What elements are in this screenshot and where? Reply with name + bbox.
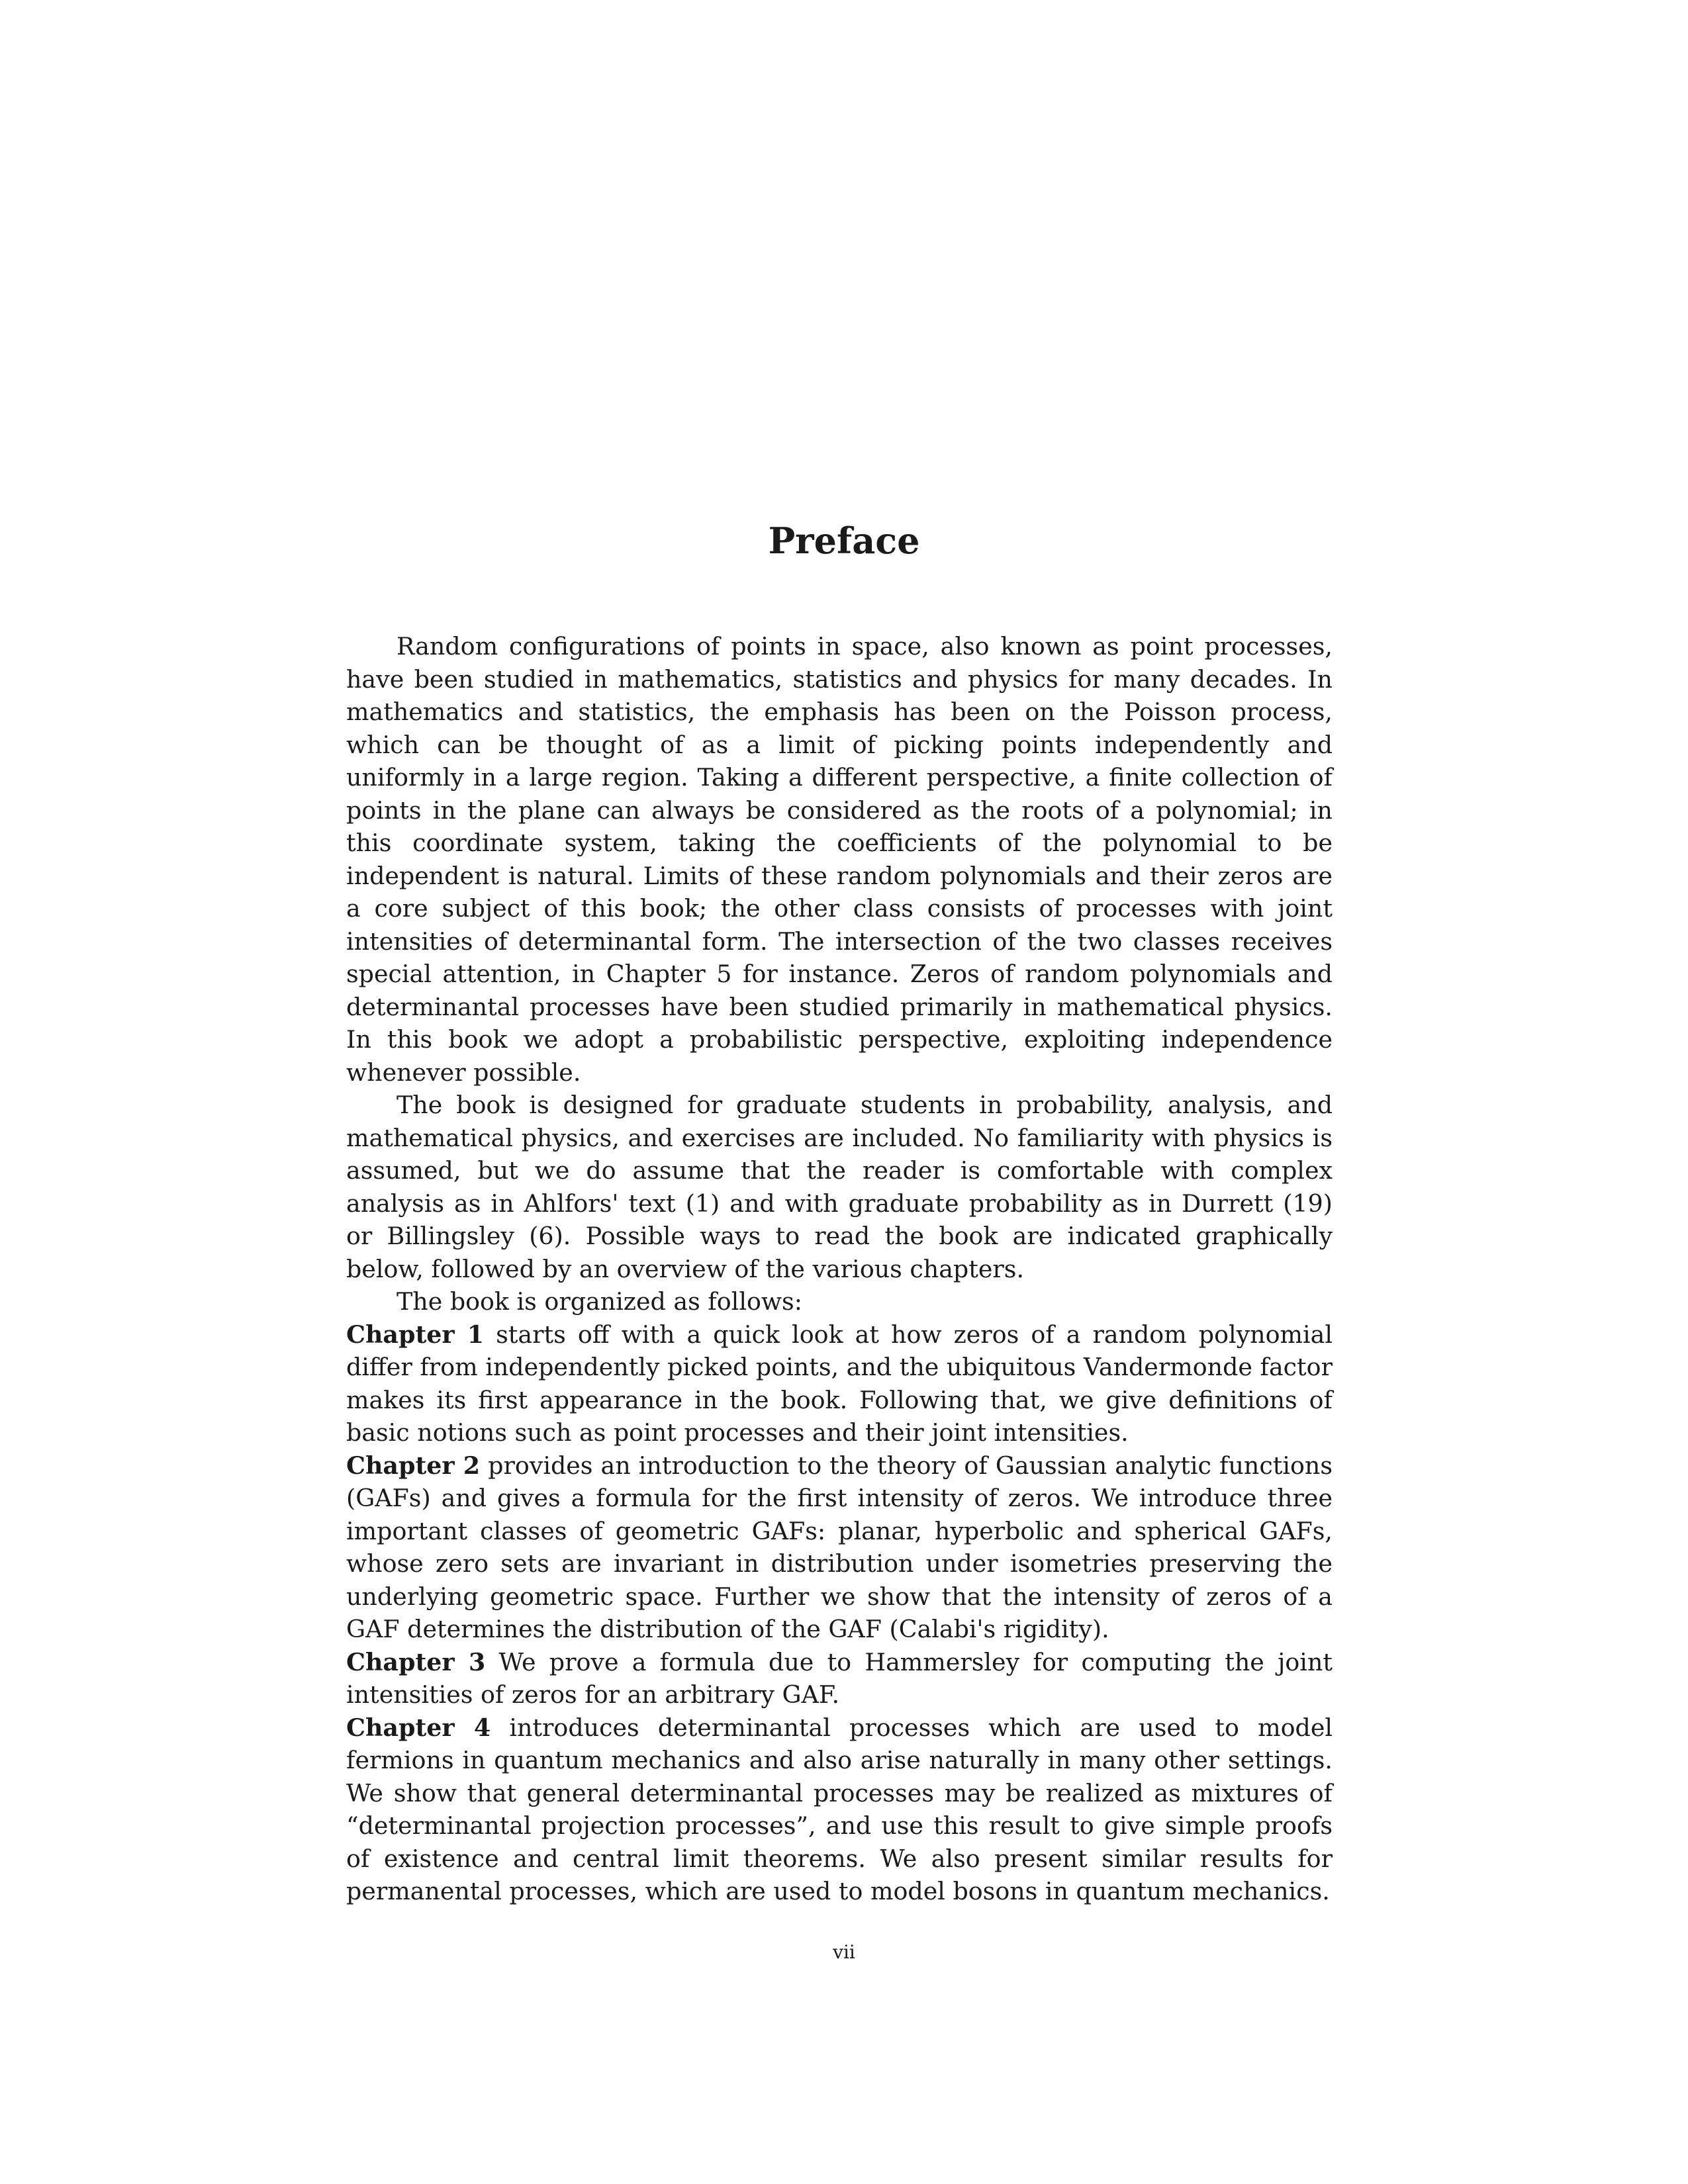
chapter-4-text: introduces determinantal processes which are used to model fermions in quantum mechanics and also arise naturally in many other settings. We show that general determinantal processes may be realized as mixtures of “determinantal projection processes”, and use this result to give simple proofs of existence and central limit theorems. We also present similar results for permanental processes, which are used to model bosons in quantum mechanics.: [346, 1713, 1333, 1905]
page-title: Preface: [768, 520, 920, 562]
paragraph-organization: The book is organized as follows:: [397, 1287, 802, 1316]
chapter-4-summary: [346, 1711, 1333, 1908]
page-number: vii: [833, 1941, 855, 1963]
chapter-2-summary: [346, 1449, 1333, 1646]
chapter-3-label: Chapter 3: [346, 1647, 486, 1676]
preface-body: [346, 630, 1333, 1908]
chapter-2-label: Chapter 2: [346, 1451, 481, 1480]
paragraph-intro: Random configurations of points in space, also known as point processes, have been studied in mathematics, statistics and physics for many decades. In mathematics and statistics, the emphasis has been on the Poisson process, which can be thought of as a limit of picking points independently and uniformly in a large region. Taking a different perspective, a finite collection of points in the plane can always be considered as the roots of a polynomial; in this coordinate system, taking the coefficients of the polynomial to be independent is natural. Limits of these random polynomials and their zeros are a core subject of this book; the other class consists of processes with joint intensities of determinantal form. The intersection of the two classes receives special attention, in Chapter 5 for instance. Zeros of random polynomials and determinantal processes have been studied primarily in mathematical physics. In this book we adopt a probabilistic perspective, exploiting independence whenever possible.: [346, 632, 1333, 1087]
chapter-3-summary: [346, 1646, 1333, 1711]
chapter-1-label: Chapter 1: [346, 1320, 485, 1349]
chapter-3-text: We prove a formula due to Hammersley for computing the joint intensities of zeros for an arbitrary GAF.: [346, 1647, 1333, 1709]
chapter-4-label: Chapter 4: [346, 1713, 491, 1742]
chapter-1-summary: [346, 1318, 1333, 1449]
chapter-1-text: starts off with a quick look at how zeros of a random polynomial differ from independently picked points, and the ubiquitous Vandermonde factor makes its first appearance in the book. Following that, we give definitions of basic notions such as point processes and their joint intensities.: [346, 1320, 1333, 1447]
paragraph-audience: The book is designed for graduate students in probability, analysis, and mathematical physics, and exercises are included. No familiarity with physics is assumed, but we do assume that the reader is comfortable with complex analysis as in Ahlfors' text (1) and with graduate probability as in Durrett (19) or Billingsley (6). Possible ways to read the book are indicated graphically below, followed by an overview of the various chapters.: [346, 1091, 1333, 1283]
chapter-2-text: provides an introduction to the theory of Gaussian analytic functions (GAFs) and gives a formula for the first intensity of zeros. We introduce three important classes of geometric GAFs: planar, hyperbolic and spherical GAFs, whose zero sets are invariant in distribution under isometries preserving the underlying geometric space. Further we show that the intensity of zeros of a GAF determines the distribution of the GAF (Calabi's rigidity).: [346, 1451, 1333, 1643]
